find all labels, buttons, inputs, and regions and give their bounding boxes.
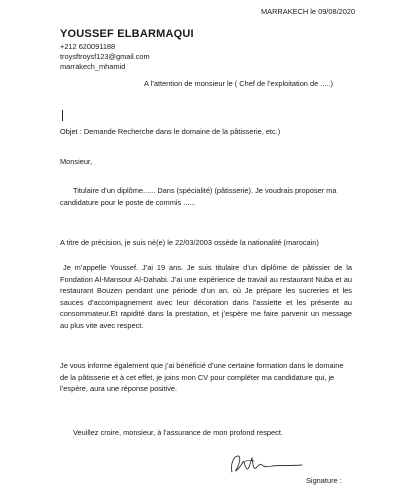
paragraph-training-text: Je vous informe également que j’ai bénéficié d’une certaine formation dans le domaine de la pâtisserie et à cet effet, je joins mon CV pour compléter ma candidature qui, je l’espère, aura une réponse positive.: [60, 361, 344, 394]
signature-label: Signature :: [306, 476, 342, 485]
sender-phone: +212 620091188: [60, 42, 116, 51]
salutation: Monsieur,: [60, 157, 93, 166]
paragraph-diploma: [60, 185, 352, 208]
sender-address: marrakech_mhamid: [60, 62, 126, 71]
place-date: MARRAKECH le 09/08/2020: [261, 7, 356, 16]
attention-line: A l’attention de monsieur le ( Chef de l’exploitation de .....): [144, 79, 333, 88]
sender-name: YOUSSEF ELBARMAQUI: [60, 28, 194, 40]
closing-line: Veuillez croire, monsieur, à l’assurance de mon profond respect.: [73, 428, 283, 437]
paragraph-diploma-text: Titulaire d’un diplôme...... Dans (spécialité) (pâtisserie). Je voudrais proposer ma candidature pour le poste de commis ......: [60, 186, 337, 207]
handwritten-signature: [224, 450, 304, 478]
paragraph-experience-text: Je m’appelle Youssef. J’ai 19 ans. Je suis titulaire d’un diplôme de pâtissier de la Fondation Al-Mansour Al-Dahabi. J’ai une expérience de travail au restaurant Nuba et au restaurant Bouzen pendant une période d’un an, où Je prépare les sucreries et les sauces d’accompagnement avec leur décoration dans l’assiette et les présente au consommateur.Et rapidité dans la prestation, et j’espère me faire parvenir un message au plus vite avec respect.: [60, 263, 352, 330]
sender-email: troysftroysf123@gmail.com: [60, 52, 150, 61]
subject-line: Objet : Demande Recherche dans le domaine de la pâtisserie, etc.): [60, 127, 281, 136]
paragraph-birth: A titre de précision, je suis né(e) le 22/03/2003 ossède la nationalité (marocain): [60, 238, 319, 247]
paragraph-training: [60, 360, 352, 395]
paragraph-experience: [60, 262, 352, 332]
text-cursor: [62, 110, 63, 121]
